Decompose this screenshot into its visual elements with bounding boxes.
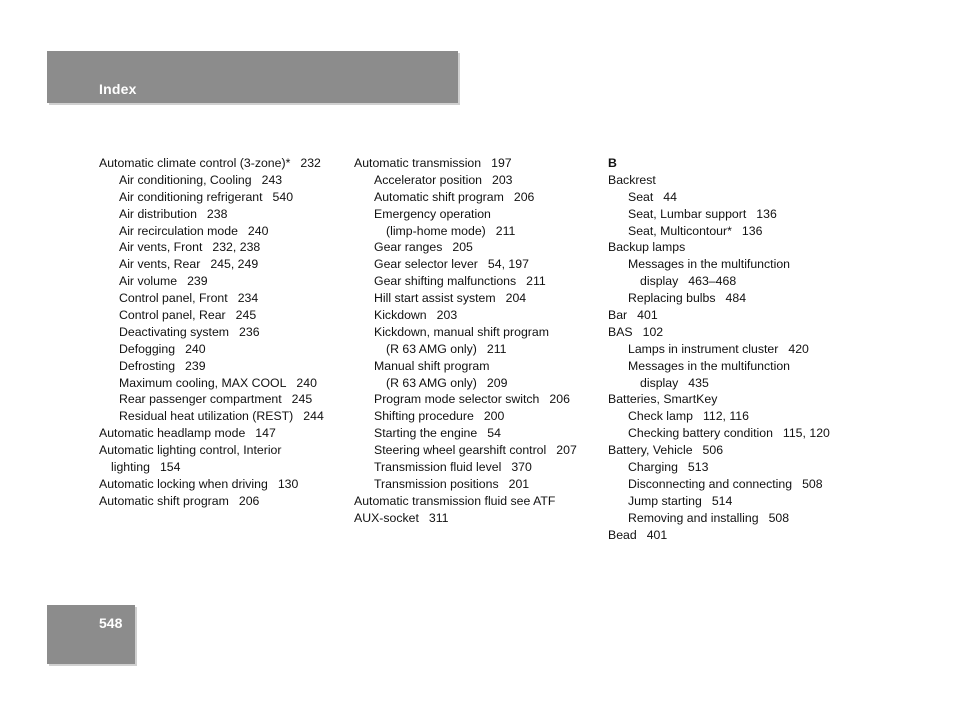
index-entry bbox=[99, 391, 349, 408]
index-entry-text: display bbox=[640, 375, 679, 390]
index-entry bbox=[99, 324, 349, 341]
index-entry-text: Seat, Lumbar support bbox=[628, 206, 747, 221]
index-entry bbox=[99, 307, 349, 324]
index-entry-text: Bar bbox=[608, 308, 628, 323]
index-entry bbox=[99, 493, 349, 510]
index-entry-text: Automatic locking when driving bbox=[99, 476, 268, 491]
page-number: 548 bbox=[99, 615, 123, 631]
index-entry bbox=[99, 425, 349, 442]
index-entry bbox=[608, 493, 858, 510]
index-entry-text: Air volume bbox=[119, 274, 178, 289]
index-entry-page: 540 bbox=[272, 189, 294, 204]
index-entry bbox=[354, 459, 604, 476]
index-entry bbox=[99, 273, 349, 290]
index-entry-page: 234 bbox=[237, 291, 259, 306]
index-entry-text: Seat, Multicontour* bbox=[628, 223, 732, 238]
index-entry-text: Starting the engine bbox=[374, 426, 478, 441]
index-entry-text: Air conditioning refrigerant bbox=[119, 189, 263, 204]
index-entry-page: 200 bbox=[483, 409, 505, 424]
index-entry bbox=[608, 358, 858, 375]
index-entry-page: 239 bbox=[185, 358, 206, 373]
index-entry-text: Transmission fluid level bbox=[374, 460, 502, 475]
index-entry bbox=[354, 189, 604, 206]
index-entry-text: Automatic lighting control, Interior bbox=[99, 443, 282, 458]
index-entry bbox=[354, 307, 604, 324]
index-entry-page: 102 bbox=[642, 324, 664, 339]
index-entry-page: 211 bbox=[526, 274, 546, 289]
index-entry bbox=[354, 239, 604, 256]
index-entry-page: 401 bbox=[646, 527, 668, 542]
index-entry bbox=[99, 375, 349, 392]
index-entry bbox=[354, 172, 604, 189]
index-entry-page: 463–468 bbox=[688, 274, 737, 289]
index-entry bbox=[354, 155, 604, 172]
index-entry-page: 204 bbox=[505, 291, 527, 306]
index-entry-page: 236 bbox=[239, 324, 260, 339]
index-entry-text: Defogging bbox=[119, 341, 176, 356]
index-entry-text: Residual heat utilization (REST) bbox=[119, 409, 294, 424]
index-entry bbox=[99, 256, 349, 273]
index-entry bbox=[354, 206, 604, 223]
index-entry bbox=[99, 155, 349, 172]
index-entry-page: 232 bbox=[300, 156, 321, 170]
index-entry-text: (R 63 AMG only) bbox=[386, 375, 477, 390]
index-entry-text: Deactivating system bbox=[119, 324, 230, 339]
index-entry-text: Hill start assist system bbox=[374, 291, 496, 306]
index-entry-text: Control panel, Front bbox=[119, 291, 228, 306]
index-entry-text: Kickdown, manual shift program bbox=[374, 324, 549, 339]
index-entry-page: 508 bbox=[768, 510, 790, 525]
index-entry-page: 211 bbox=[486, 341, 507, 356]
index-entry bbox=[99, 189, 349, 206]
index-entry-text: Automatic transmission fluid see ATF bbox=[354, 493, 556, 508]
index-entry-text: Gear shifting malfunctions bbox=[374, 274, 517, 289]
index-entry-page: 311 bbox=[428, 510, 449, 525]
index-entry-text: Steering wheel gearshift control bbox=[374, 443, 547, 458]
index-entry bbox=[608, 391, 858, 408]
index-entry-text: Lamps in instrument cluster bbox=[628, 341, 779, 356]
index-entry bbox=[354, 425, 604, 442]
index-entry bbox=[608, 307, 858, 324]
index-entry-text: Backup lamps bbox=[608, 240, 686, 255]
index-entry-text: BAS bbox=[608, 324, 633, 339]
index-entry-page: 245 bbox=[291, 392, 313, 407]
index-entry bbox=[354, 391, 604, 408]
index-entry bbox=[354, 510, 604, 527]
index-entry bbox=[608, 375, 858, 392]
index-entry-text: Gear ranges bbox=[374, 240, 443, 255]
index-entry-text: Air conditioning, Cooling bbox=[119, 172, 252, 187]
index-entry bbox=[608, 172, 858, 189]
index-entry-page: 147 bbox=[255, 426, 276, 441]
index-entry-page: 197 bbox=[491, 156, 512, 170]
index-column-1 bbox=[99, 155, 349, 510]
index-entry-page: 484 bbox=[725, 291, 747, 306]
index-entry-page: 44 bbox=[663, 189, 677, 204]
index-entry-text: Maximum cooling, MAX COOL bbox=[119, 375, 287, 390]
index-entry-page: 130 bbox=[277, 476, 299, 491]
index-entry-page: 245 bbox=[235, 308, 257, 323]
index-entry-page: 203 bbox=[436, 308, 458, 323]
index-entry bbox=[608, 206, 858, 223]
index-entry-text: Backrest bbox=[608, 172, 656, 187]
index-entry-text: Replacing bulbs bbox=[628, 291, 716, 306]
index-entry-page: 508 bbox=[802, 476, 823, 491]
index-entry bbox=[99, 290, 349, 307]
index-entry bbox=[608, 189, 858, 206]
index-entry-text: Automatic transmission bbox=[354, 156, 482, 170]
header-bar bbox=[47, 51, 458, 103]
index-entry bbox=[354, 273, 604, 290]
index-entry-page: 136 bbox=[741, 223, 763, 238]
index-entry-text: Automatic shift program bbox=[99, 493, 229, 508]
index-entry-text: Battery, Vehicle bbox=[608, 443, 693, 458]
index-entry bbox=[99, 223, 349, 240]
index-entry bbox=[608, 408, 858, 425]
index-entry-text: (limp-home mode) bbox=[386, 223, 486, 238]
index-entry-page: 243 bbox=[261, 172, 283, 187]
index-entry bbox=[608, 527, 858, 544]
index-entry-page: 240 bbox=[296, 375, 317, 390]
index-entry-text: Messages in the multifunction bbox=[628, 257, 790, 272]
index-entry-text: Automatic headlamp mode bbox=[99, 426, 246, 441]
index-entry bbox=[608, 341, 858, 358]
index-entry bbox=[99, 239, 349, 256]
index-entry bbox=[354, 476, 604, 493]
index-entry-text: Program mode selector switch bbox=[374, 392, 540, 407]
index-entry-text: (R 63 AMG only) bbox=[386, 341, 477, 356]
index-entry bbox=[608, 425, 858, 442]
index-entry bbox=[99, 172, 349, 189]
index-entry-text: Emergency operation bbox=[374, 206, 491, 221]
index-entry-text: display bbox=[640, 274, 679, 289]
index-entry bbox=[608, 442, 858, 459]
index-entry-text: Batteries, SmartKey bbox=[608, 392, 718, 407]
index-entry-text: Check lamp bbox=[628, 409, 693, 424]
index-entry-page: 245, 249 bbox=[210, 257, 259, 272]
index-entry bbox=[608, 155, 858, 172]
index-entry-page: 506 bbox=[702, 443, 724, 458]
page-number-tab bbox=[47, 605, 135, 664]
index-entry-text: Air vents, Front bbox=[119, 240, 203, 255]
index-entry-text: Automatic climate control (3-zone)* bbox=[99, 156, 291, 170]
index-entry-text: Messages in the multifunction bbox=[628, 358, 790, 373]
index-entry-text: Air vents, Rear bbox=[119, 257, 201, 272]
index-column-2 bbox=[354, 155, 604, 527]
index-entry bbox=[99, 476, 349, 493]
index-entry bbox=[354, 493, 604, 510]
index-entry-page: 209 bbox=[486, 375, 508, 390]
index-entry bbox=[608, 510, 858, 527]
index-entry bbox=[354, 324, 604, 341]
index-entry bbox=[354, 256, 604, 273]
index-entry bbox=[608, 459, 858, 476]
index-entry-page: 370 bbox=[511, 460, 532, 475]
index-entry-page: 154 bbox=[159, 460, 181, 475]
index-entry bbox=[608, 223, 858, 240]
index-entry-page: 207 bbox=[556, 443, 577, 458]
index-entry-page: 201 bbox=[508, 476, 530, 491]
index-entry-page: 240 bbox=[247, 223, 269, 238]
index-entry-page: 54, 197 bbox=[487, 257, 529, 272]
index-entry-text: Kickdown bbox=[374, 308, 427, 323]
index-entry-page: 514 bbox=[711, 493, 733, 508]
index-entry-page: 206 bbox=[549, 392, 570, 407]
index-entry-page: 401 bbox=[637, 308, 658, 323]
index-entry bbox=[99, 442, 349, 459]
index-entry-text: Transmission positions bbox=[374, 476, 499, 491]
index-entry bbox=[608, 324, 858, 341]
index-entry-text: Accelerator position bbox=[374, 172, 482, 187]
index-entry-text: Charging bbox=[628, 460, 678, 475]
index-entry bbox=[608, 239, 858, 256]
index-entry-text: Automatic shift program bbox=[374, 189, 504, 204]
index-entry-text: Removing and installing bbox=[628, 510, 759, 525]
index-entry bbox=[608, 476, 858, 493]
index-entry-page: 513 bbox=[687, 460, 709, 475]
index-entry-page: 206 bbox=[238, 493, 260, 508]
index-entry bbox=[99, 206, 349, 223]
index-entry bbox=[354, 408, 604, 425]
index-entry bbox=[608, 256, 858, 273]
index-entry-text: Manual shift program bbox=[374, 358, 490, 373]
index-entry-page: 211 bbox=[495, 223, 516, 238]
index-entry-page: 244 bbox=[303, 409, 324, 424]
index-entry-text: lighting bbox=[111, 460, 150, 475]
index-entry-text: Shifting procedure bbox=[374, 409, 474, 424]
index-entry bbox=[99, 408, 349, 425]
index-entry bbox=[99, 358, 349, 375]
index-entry bbox=[354, 341, 604, 358]
index-entry-text: AUX-socket bbox=[354, 510, 419, 525]
index-entry-text: Defrosting bbox=[119, 358, 176, 373]
index-entry-page: 435 bbox=[688, 375, 709, 390]
index-column-3 bbox=[608, 155, 858, 543]
page-title: Index bbox=[99, 81, 137, 97]
index-entry bbox=[99, 459, 349, 476]
index-entry bbox=[354, 290, 604, 307]
index-entry bbox=[608, 290, 858, 307]
index-entry-text: Air distribution bbox=[119, 206, 197, 221]
index-entry bbox=[99, 341, 349, 358]
index-entry-text: Seat bbox=[628, 189, 654, 204]
index-entry-page: 54 bbox=[487, 426, 501, 441]
index-entry-page: 206 bbox=[513, 189, 535, 204]
index-entry-text: Gear selector lever bbox=[374, 257, 478, 272]
index-entry-page: 240 bbox=[185, 341, 206, 356]
index-entry bbox=[354, 358, 604, 375]
index-entry-page: 112, 116 bbox=[702, 409, 749, 424]
index-entry-text: Control panel, Rear bbox=[119, 308, 226, 323]
index-entry-text: Jump starting bbox=[628, 493, 702, 508]
index-entry-page: 420 bbox=[788, 341, 809, 356]
index-entry-page: 239 bbox=[187, 274, 208, 289]
index-entry-page: 136 bbox=[756, 206, 777, 221]
index-entry-text: Disconnecting and connecting bbox=[628, 476, 793, 491]
index-entry bbox=[354, 442, 604, 459]
index-entry bbox=[354, 223, 604, 240]
index-entry-page: 238 bbox=[206, 206, 228, 221]
index-entry-text: Checking battery condition bbox=[628, 426, 773, 441]
index-entry-page: 205 bbox=[452, 240, 473, 255]
index-entry-page: 232, 238 bbox=[212, 240, 261, 255]
index-entry-text: B bbox=[608, 156, 617, 170]
index-entry-text: Bead bbox=[608, 527, 637, 542]
index-entry bbox=[354, 375, 604, 392]
index-entry-page: 203 bbox=[492, 172, 513, 187]
index-entry-text: Air recirculation mode bbox=[119, 223, 238, 238]
index-entry bbox=[608, 273, 858, 290]
index-entry-text: Rear passenger compartment bbox=[119, 392, 282, 407]
index-entry-page: 115, 120 bbox=[782, 426, 830, 441]
